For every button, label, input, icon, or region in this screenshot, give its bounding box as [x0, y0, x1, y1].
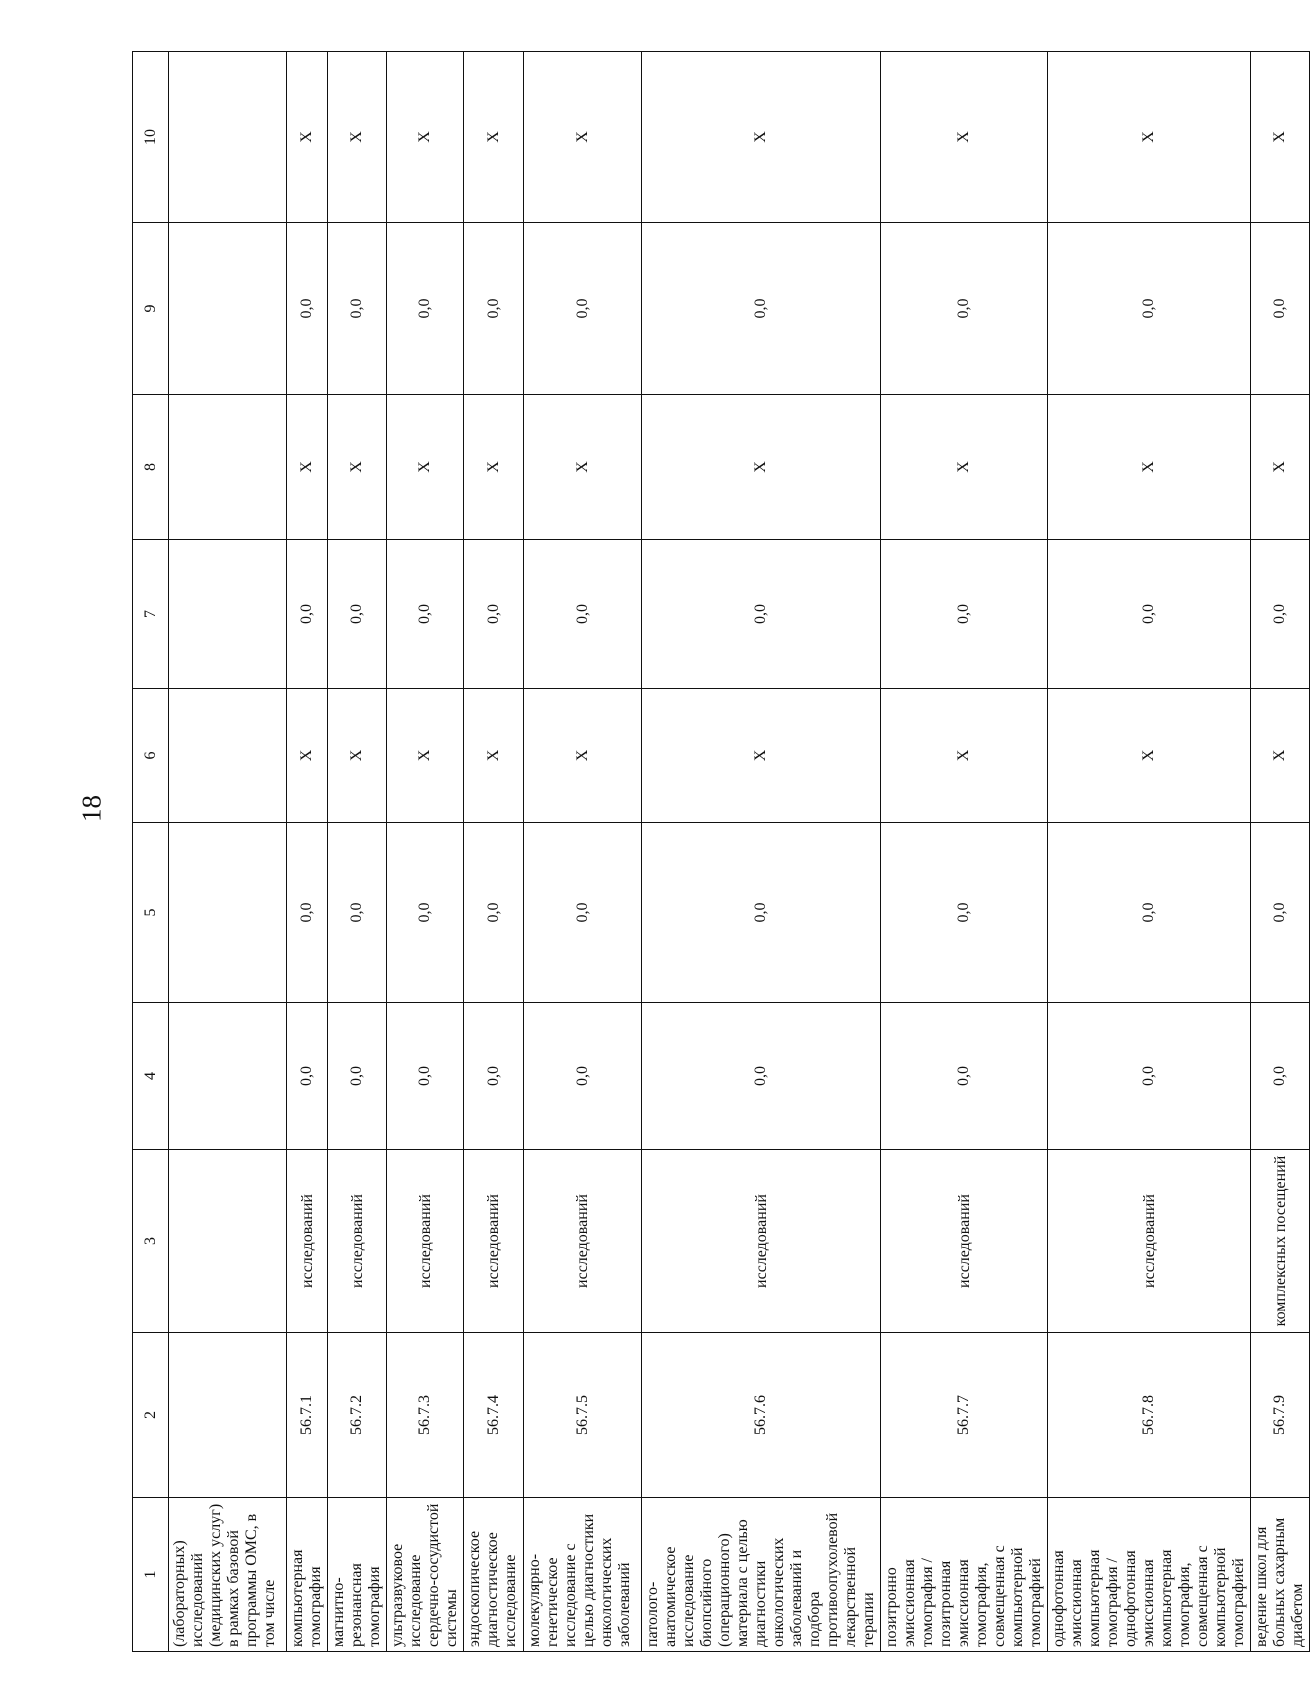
unit-cell: исследований [881, 1150, 1048, 1333]
cell-col-4: 0,0 [287, 1003, 328, 1150]
cell-col-9: 0,0 [642, 223, 881, 395]
cell-col-5: 0,0 [387, 823, 464, 1003]
cell-col-6: X [881, 689, 1048, 823]
cell-col-7: 0,0 [524, 540, 642, 689]
cell-col-5: 0,0 [881, 823, 1048, 1003]
cell-col-10: X [642, 52, 881, 223]
cell-col-9: 0,0 [287, 223, 328, 395]
service-name: эндоскопическое диагностическое исследование [464, 1498, 524, 1652]
row-code: 56.7.8 [1048, 1333, 1251, 1498]
table-row [642, 52, 881, 1652]
unit-cell: исследований [524, 1150, 642, 1333]
cell-col-6: X [642, 689, 881, 823]
cell-col-8: X [1251, 395, 1310, 540]
cell-col-10: X [328, 52, 387, 223]
cell-col-6: X [524, 689, 642, 823]
cell-col-4: 0,0 [328, 1003, 387, 1150]
cell-col-4 [169, 1003, 287, 1150]
service-name: магнитно-резонансная томография [328, 1498, 387, 1652]
table-row [1251, 52, 1310, 1652]
cell-col-9: 0,0 [1251, 223, 1310, 395]
row-code: 56.7.3 [387, 1333, 464, 1498]
row-code [169, 1333, 287, 1498]
cell-col-10: X [524, 52, 642, 223]
cell-col-7: 0,0 [1251, 540, 1310, 689]
cell-col-6: X [328, 689, 387, 823]
table-row [387, 52, 464, 1652]
row-code: 56.7.2 [328, 1333, 387, 1498]
service-name: однофотонная эмиссионная компьютерная томография / однофотонная эмиссионная компьютерная томография, совмещенная с компьютерной томографией [1048, 1498, 1251, 1652]
unit-cell: комплексных посещений [1251, 1150, 1310, 1333]
unit-cell: исследований [1048, 1150, 1251, 1333]
cell-col-10 [169, 52, 287, 223]
unit-cell: исследований [387, 1150, 464, 1333]
header-cell: 4 [133, 1003, 169, 1150]
cell-col-9: 0,0 [1048, 223, 1251, 395]
cell-col-7: 0,0 [387, 540, 464, 689]
cell-col-5 [169, 823, 287, 1003]
rotated-table-content [132, 52, 1306, 1652]
service-name: (лабораторных) исследований (медицинских услуг) в рамках базовой программы ОМС, в том числе [169, 1498, 287, 1652]
service-name: ультразвуковое исследование сердечно-сосудистой системы [387, 1498, 464, 1652]
header-cell: 5 [133, 823, 169, 1003]
cell-col-10: X [1048, 52, 1251, 223]
cell-col-9: 0,0 [881, 223, 1048, 395]
row-code: 56.7.6 [642, 1333, 881, 1498]
cell-col-8: X [881, 395, 1048, 540]
table-row [287, 52, 328, 1652]
row-code: 56.7.4 [464, 1333, 524, 1498]
cell-col-8: X [1048, 395, 1251, 540]
cell-col-6 [169, 689, 287, 823]
row-code: 56.7.9 [1251, 1333, 1310, 1498]
cell-col-5: 0,0 [1048, 823, 1251, 1003]
cell-col-6: X [1251, 689, 1310, 823]
cell-col-10: X [387, 52, 464, 223]
cell-col-5: 0,0 [328, 823, 387, 1003]
cell-col-9: 0,0 [524, 223, 642, 395]
service-name: ведение школ для больных сахарным диабетом [1251, 1498, 1310, 1652]
row-code: 56.7.1 [287, 1333, 328, 1498]
unit-cell [169, 1150, 287, 1333]
header-cell: 2 [133, 1333, 169, 1498]
cell-col-6: X [387, 689, 464, 823]
header-cell: 1 [133, 1498, 169, 1652]
cell-col-10: X [1251, 52, 1310, 223]
table-row [328, 52, 387, 1652]
unit-cell: исследований [287, 1150, 328, 1333]
cell-col-6: X [1048, 689, 1251, 823]
cell-col-5: 0,0 [464, 823, 524, 1003]
cell-col-10: X [287, 52, 328, 223]
header-cell: 10 [133, 52, 169, 223]
cell-col-9: 0,0 [464, 223, 524, 395]
cell-col-8 [169, 395, 287, 540]
cell-col-9 [169, 223, 287, 395]
cell-col-4: 0,0 [1251, 1003, 1310, 1150]
header-cell: 7 [133, 540, 169, 689]
cell-col-7: 0,0 [464, 540, 524, 689]
cell-col-8: X [328, 395, 387, 540]
cell-col-8: X [642, 395, 881, 540]
cell-col-6: X [287, 689, 328, 823]
service-name: молекулярно-генетическое исследование с целью диагностики онкологических заболеваний [524, 1498, 642, 1652]
cell-col-4: 0,0 [881, 1003, 1048, 1150]
cell-col-4: 0,0 [1048, 1003, 1251, 1150]
unit-cell: исследований [464, 1150, 524, 1333]
row-code: 56.7.5 [524, 1333, 642, 1498]
cell-col-9: 0,0 [387, 223, 464, 395]
cell-col-8: X [287, 395, 328, 540]
cell-col-9: 0,0 [328, 223, 387, 395]
rotated-table-frame [132, 52, 1306, 1652]
cell-col-10: X [881, 52, 1048, 223]
row-code: 56.7.7 [881, 1333, 1048, 1498]
service-name: компьютерная томография [287, 1498, 328, 1652]
cell-col-8: X [524, 395, 642, 540]
table-row [169, 52, 287, 1652]
cell-col-5: 0,0 [642, 823, 881, 1003]
cell-col-10: X [464, 52, 524, 223]
header-cell: 6 [133, 689, 169, 823]
cell-col-7: 0,0 [881, 540, 1048, 689]
page-number: 18 [76, 795, 107, 822]
cell-col-5: 0,0 [287, 823, 328, 1003]
cell-col-7: 0,0 [642, 540, 881, 689]
unit-cell: исследований [328, 1150, 387, 1333]
cell-col-7: 0,0 [287, 540, 328, 689]
service-name: патолого-анатомическое исследование биопсийного (операционного) материала с целью диагностики онкологических заболеваний и подбора противоопухолевой лекарственной терапии [642, 1498, 881, 1652]
unit-cell: исследований [642, 1150, 881, 1333]
cell-col-4: 0,0 [524, 1003, 642, 1150]
table-row [1048, 52, 1251, 1652]
cell-col-7: 0,0 [1048, 540, 1251, 689]
table-row [524, 52, 642, 1652]
cell-col-6: X [464, 689, 524, 823]
data-table [132, 51, 1310, 1652]
cell-col-8: X [464, 395, 524, 540]
cell-col-5: 0,0 [1251, 823, 1310, 1003]
cell-col-4: 0,0 [464, 1003, 524, 1150]
table-row [881, 52, 1048, 1652]
header-row [133, 52, 169, 1652]
cell-col-5: 0,0 [524, 823, 642, 1003]
cell-col-4: 0,0 [387, 1003, 464, 1150]
cell-col-7: 0,0 [328, 540, 387, 689]
header-cell: 8 [133, 395, 169, 540]
table-row [464, 52, 524, 1652]
cell-col-8: X [387, 395, 464, 540]
service-name: позитронно эмиссионная томография / позитронная эмиссионная томография, совмещенная с компьютерной томографией [881, 1498, 1048, 1652]
cell-col-4: 0,0 [642, 1003, 881, 1150]
header-cell: 3 [133, 1150, 169, 1333]
header-cell: 9 [133, 223, 169, 395]
cell-col-7 [169, 540, 287, 689]
